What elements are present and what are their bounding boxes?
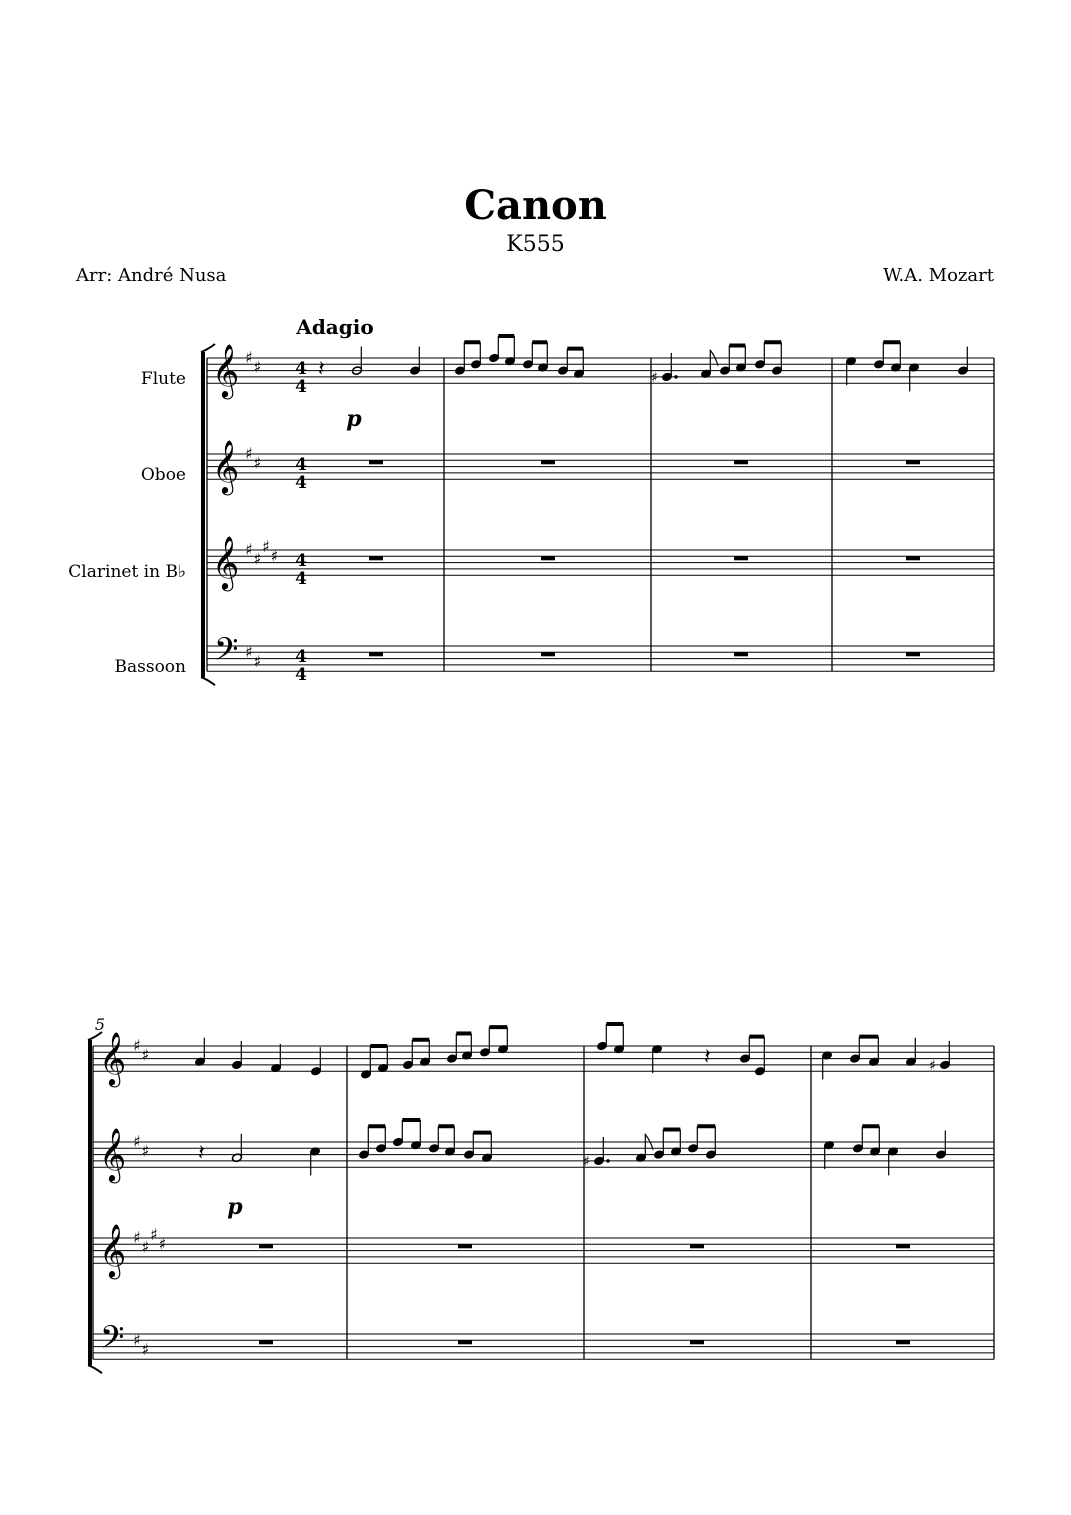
whole-rest <box>458 1244 472 1248</box>
key-signature-sharp: ♯ <box>253 453 262 473</box>
treble-clef: 𝄞 <box>99 1223 127 1277</box>
score-subtitle: K555 <box>506 232 565 257</box>
bracket-bottom-hook <box>201 677 215 685</box>
key-signature-sharp: ♯ <box>158 1234 167 1254</box>
whole-rest <box>369 460 383 464</box>
instrument-label-bassoon: Bassoon <box>114 657 186 677</box>
bracket-bottom-hook <box>88 1365 102 1373</box>
key-signature-sharp: ♯ <box>253 357 262 377</box>
whole-rest <box>896 1244 910 1248</box>
instrument-label-flute: Flute <box>140 369 186 389</box>
dynamic-oboe: p <box>227 1194 243 1220</box>
augmentation-dot <box>606 1159 610 1163</box>
instrument-label-clarinet: Clarinet in B♭ <box>68 562 186 582</box>
key-signature-sharp: ♯ <box>245 540 253 559</box>
composer-credit: W.A. Mozart <box>883 265 994 286</box>
staff-clarinet <box>93 1238 994 1263</box>
whole-rest <box>541 460 555 464</box>
measure-number: 5 <box>94 1015 106 1034</box>
bass-clef: 𝄢 <box>214 631 239 675</box>
accidental-sharp: ♯ <box>929 1057 936 1074</box>
whole-rest <box>369 556 383 560</box>
key-signature-sharp: ♯ <box>141 1237 150 1257</box>
staff-bassoon <box>93 1334 994 1359</box>
key-signature-sharp: ♯ <box>141 1045 150 1065</box>
dynamic-flute: p <box>346 406 362 432</box>
treble-clef: 𝄞 <box>99 1031 127 1085</box>
svg-text:4: 4 <box>295 455 307 475</box>
whole-rest <box>906 556 920 560</box>
whole-rest <box>458 1340 472 1344</box>
whole-rest <box>734 460 748 464</box>
svg-text:4: 4 <box>295 647 307 667</box>
notation-layer <box>88 336 994 1373</box>
whole-rest <box>259 1244 273 1248</box>
key-signature-sharp: ♯ <box>133 1036 141 1055</box>
quarter-rest: 𝄽 <box>704 1045 711 1070</box>
whole-rest <box>906 652 920 656</box>
whole-rest <box>734 652 748 656</box>
key-signature-sharp: ♯ <box>253 651 262 671</box>
key-signature-sharp: ♯ <box>245 444 253 463</box>
accidental-sharp: ♯ <box>651 369 658 386</box>
key-signature-sharp: ♯ <box>262 536 270 556</box>
key-signature-sharp: ♯ <box>141 1141 150 1161</box>
arranger-credit: Arr: André Nusa <box>76 265 227 286</box>
key-signature-sharp: ♯ <box>245 348 253 367</box>
tempo-marking: Adagio <box>296 315 374 339</box>
svg-text:4: 4 <box>295 377 307 397</box>
key-signature-sharp: ♯ <box>270 546 279 566</box>
key-signature-sharp: ♯ <box>141 1339 150 1359</box>
key-signature-sharp: ♯ <box>245 642 253 662</box>
svg-text:4: 4 <box>295 569 307 589</box>
score-title: Canon <box>464 182 607 229</box>
whole-rest <box>906 460 920 464</box>
key-signature-sharp: ♯ <box>133 1330 141 1350</box>
whole-rest <box>369 652 383 656</box>
svg-text:4: 4 <box>295 359 307 379</box>
treble-clef: 𝄞 <box>212 439 240 493</box>
whole-rest <box>690 1340 704 1344</box>
whole-rest <box>734 556 748 560</box>
svg-text:4: 4 <box>295 473 307 493</box>
whole-rest <box>259 1340 273 1344</box>
bass-clef: 𝄢 <box>100 1319 125 1363</box>
whole-rest <box>541 556 555 560</box>
treble-clef: 𝄞 <box>99 1127 127 1181</box>
augmentation-dot <box>674 375 678 379</box>
whole-rest <box>541 652 555 656</box>
staff-oboe <box>207 454 994 479</box>
instrument-label-oboe: Oboe <box>140 465 186 485</box>
quarter-rest: 𝄽 <box>198 1141 205 1166</box>
staff-clarinet <box>207 550 994 575</box>
key-signature-sharp: ♯ <box>133 1132 141 1151</box>
key-signature-sharp: ♯ <box>253 549 262 569</box>
key-signature-sharp: ♯ <box>150 1224 158 1244</box>
svg-text:4: 4 <box>295 665 307 685</box>
treble-clef: 𝄞 <box>212 535 240 589</box>
quarter-rest: 𝄽 <box>318 357 325 382</box>
whole-rest <box>896 1340 910 1344</box>
key-signature-sharp: ♯ <box>133 1228 141 1247</box>
staff-bassoon <box>207 646 994 671</box>
accidental-sharp: ♯ <box>583 1153 590 1170</box>
treble-clef: 𝄞 <box>212 343 240 397</box>
whole-rest <box>690 1244 704 1248</box>
svg-text:4: 4 <box>295 551 307 571</box>
